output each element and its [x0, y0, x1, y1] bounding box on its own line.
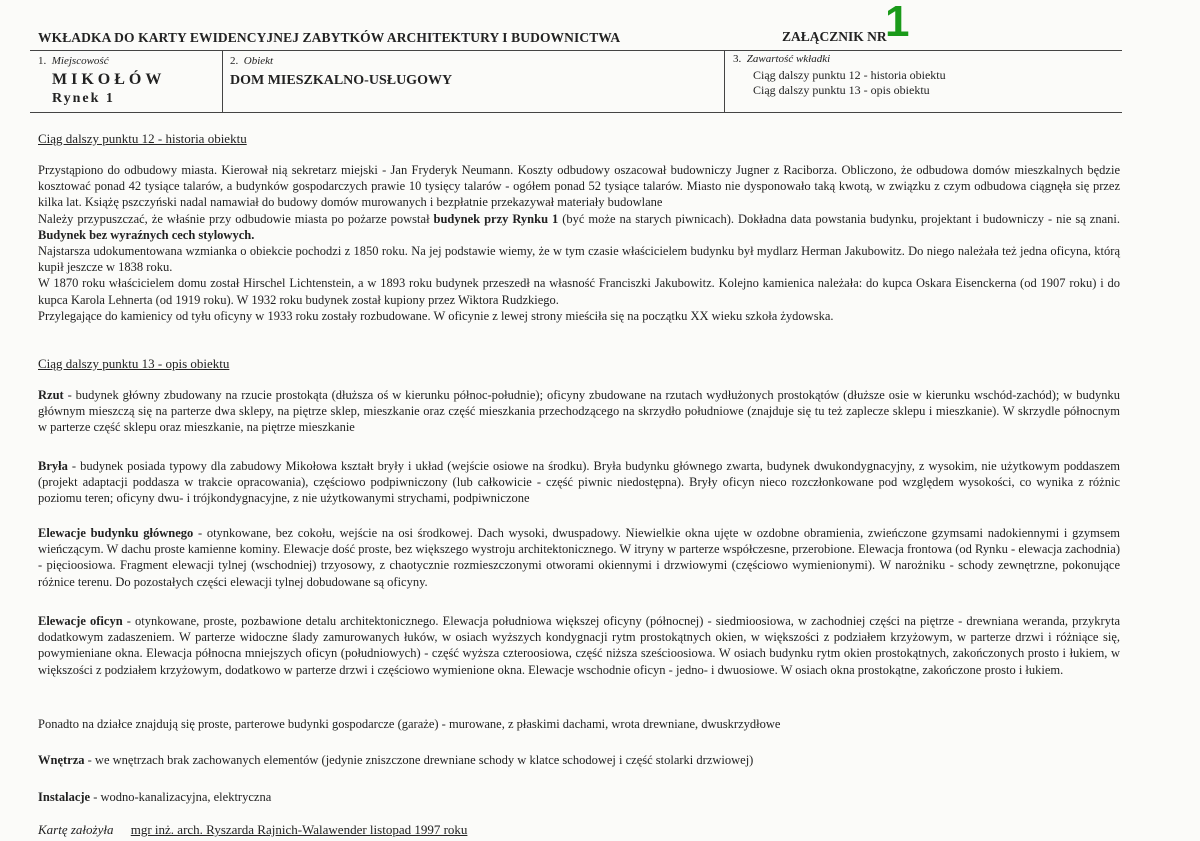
contents-label: 3. Zawartość wkładki [733, 53, 831, 65]
installations-paragraph: Instalacje - wodno-kanalizacyjna, elektryczna [38, 790, 272, 804]
history-paragraph: Należy przypuszczać, że właśnie przy odbudowie miasta po pożarze powstał budynek przy Rynku 1 (być może na starych piwnicach). Dokładna data powstania budynku, projektant i budowniczy - nie są znani. Budynek bez wyraźnych cech stylowych. [38, 211, 1120, 242]
outbuildings-paragraph: Ponadto na działce znajdują się proste, parterowe budynki gospodarcze (garaże) - murowane, z płaskimi dachami, wrota drewniane, dwuskrzydłowe [38, 717, 781, 731]
location-label: 1. Miejscowość [38, 55, 109, 67]
history-paragraph: Przystąpiono do odbudowy miasta. Kierował nią sekretarz miejski - Jan Fryderyk Neumann. Koszty odbudowy oszacował budowniczy Jugner z Raciborza. Obliczono, że odbudowa domów mieszkalnych będzie kosztować ponad 42 tysiące talarów, a budynków gospodarczych prawie 10 tysięcy talarów - ogółem ponad 52 tysiące talarów. Miasto nie dysponowało taką kwotą, w związku z czym odbudowa ciągnęła się przez kilka lat. Książę pszczyński nadal namawiał do budowy domów murowanych i bezpłatnie przekazywał materiały budowlane [38, 163, 1120, 210]
interiors-paragraph: Wnętrza - we wnętrzach brak zachowanych elementów (jedynie zniszczone drewniane schody w klatce schodowej i część stolarki drzwiowej) [38, 753, 754, 767]
header-bottom-rule [30, 112, 1122, 113]
attachment-label: ZAŁĄCZNIK NR [782, 29, 887, 44]
contents-item: Ciąg dalszy punktu 12 - historia obiektu [753, 68, 946, 82]
attachment-number: 1 [885, 0, 910, 46]
facade-outbuildings-paragraph: Elewacje oficyn - otynkowane, proste, pozbawione detalu architektonicznego. Elewacja południowa większej oficyny (północnej) - siedmioosiowa, w zachodniej części na piętrze - drewniana weranda, przykryta dodatkowym zadaszeniem. W parterze widoczne ślady zamurowanych łuków, w osiach wyższych kondygnacji rytm prostokątnych okien, w większości z podziałem krzyżowym, w parterze drzwi i różniące się, powymieniane okna. Elewacja północna mniejszych oficyn (południowych) - część wyższa czteroosiowa, część niższa sześcioosiowa. W osiach budynku rytm okien prostokątnych, zakończonych prosto i łukiem, w większości z podziałem krzyżowym, dodatkowo w parterze drzwi i częściowo wymienione okna. Elewacje wschodnie oficyn - jedno- i dwuosiowe. W osiach okna prostokątne, zakończone prosto i łukiem. [38, 614, 1120, 677]
footer-author: mgr inż. arch. Ryszarda Rajnich-Walawender listopad 1997 roku [130, 822, 468, 837]
location-street: Rynek 1 [52, 91, 115, 106]
object-label: 2. Obiekt [230, 55, 274, 67]
document-title: WKŁADKA DO KARTY EWIDENCYJNEJ ZABYTKÓW ARCHITEKTURY I BUDOWNICTWA [38, 30, 621, 45]
history-paragraph: W 1870 roku właścicielem domu został Hirschel Lichtenstein, a w 1893 roku budynek przeszedł na własność Franciszki Jakubowitz. Kolejno kamienica należała: do kupca Oskara Eisenckerna (od 1907 roku) i do kupca Karola Lehnerta (od 1919 roku). W 1932 roku budynek został kupiony przez Wiktora Rudzkiego. [38, 276, 1120, 307]
contents-item: Ciąg dalszy punktu 13 - opis obiektu [753, 83, 930, 97]
history-text [38, 162, 1120, 324]
bryla-paragraph: Bryła - budynek posiada typowy dla zabudowy Mikołowa kształt bryły i układ (wejście osiowe na środku). Bryła budynku głównego zwarta, budynek dwukondygnacyjny, z wysokim, nie użytkowym poddaszem (projekt adaptacji poddasza w trakcie opracowania), częściowo podpiwniczony (lub całkowicie - część piwnic niedostępna). Bryły oficyn nieco rozczłonkowane pod względem wysokości, co wynika z różnic poziomu teren; oficyny dwu- i trójkondygnacyjne, z nie użytkowanymi strychami, podpiwniczone [38, 459, 1120, 506]
header-top-rule [30, 50, 1122, 51]
contents-list [753, 68, 946, 98]
history-heading: Ciąg dalszy punktu 12 - historia obiektu [38, 131, 247, 146]
object-name: DOM MIESZKALNO-USŁUGOWY [230, 73, 453, 88]
history-paragraph: Przylegające do kamienicy od tyłu oficyny w 1933 roku zostały rozbudowane. W oficynie z lewej strony mieściła się na początku XX wieku szkoła żydowska. [38, 308, 834, 323]
location-city: MIKOŁÓW [52, 71, 166, 88]
history-paragraph: Najstarsza udokumentowana wzmianka o obiekcie pochodzi z 1850 roku. Na jej podstawie wiemy, że w tym czasie właścicielem budynku był mydlarz Herman Jakubowitz. Do niego należała też jedna oficyna, którą kupił jeszcze w 1838 roku. [38, 244, 1120, 275]
description-heading: Ciąg dalszy punktu 13 - opis obiektu [38, 356, 230, 371]
box-divider-2 [724, 51, 725, 112]
footer-label: Kartę założyła [38, 822, 114, 837]
footer-signature [38, 822, 467, 838]
box-divider-1 [222, 51, 223, 112]
rzut-paragraph: Rzut - budynek główny zbudowany na rzucie prostokąta (dłuższa oś w kierunku północ-południe); oficyny zbudowane na rzutach wydłużonych prostokątów (dłuższe osie w kierunku wschód-zachód); w budynku głównym mieszczą się na parterze dwa sklepy, na piętrze sklep, mieszkanie oraz część mieszkania przechodzącego na skrzydło południowe (znajduje się tu też zaplecze sklepu i mieszkanie). W skrzydle północnym w parterze część sklepu oraz mieszkanie, na piętrze mieszkanie [38, 388, 1120, 435]
facade-main-paragraph: Elewacje budynku głównego - otynkowane, bez cokołu, wejście na osi środkowej. Dach wysoki, dwuspadowy. Niewielkie okna ujęte w ozdobne obramienia, zwieńczone gzymsami nadokiennymi i gzymsem wieńczącym. W dachu proste kamienne kominy. Elewacje dość proste, bez większego wystroju architektonicznego. W itryny w parterze współczesne, przerobione. Elewacja frontowa (od Rynku - elewacja zachodnia) - pięcioosiowa. Fragment elewacji tylnej (wschodniej) trzyosowy, z chaotycznie rozmieszczonymi otworami okiennymi i drzwiowymi (częściowo wymienionymi). W narożniku - schody zewnętrzne, pokonujące różnice terenu. Do pozostałych części elewacji tylnej dobudowane są oficyny. [38, 526, 1120, 589]
